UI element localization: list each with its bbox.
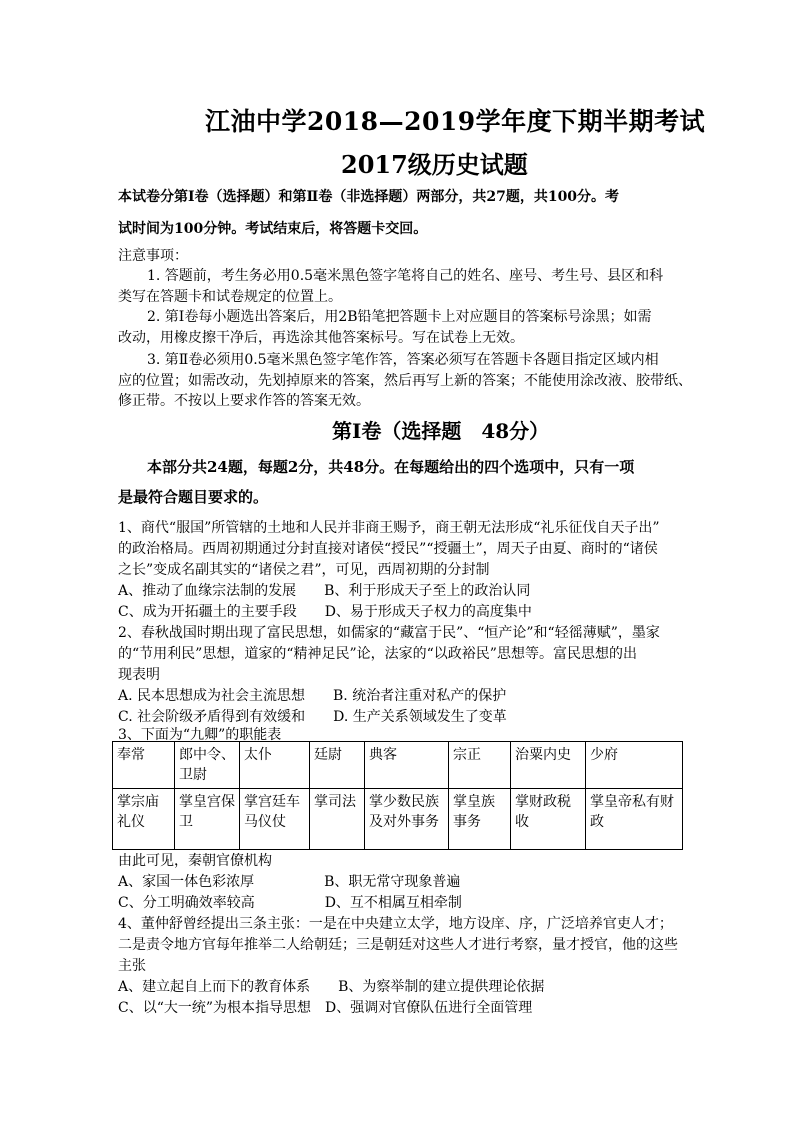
intro-line: 试时间为100分钟。考试结束后，将答题卡交回。 xyxy=(118,221,428,237)
table-header-cell: 宗正 xyxy=(449,742,511,789)
question-2-line: 的“节用利民”思想，道家的“精神足民”论，法家的“以政裕民”思想等。富民思想的出 xyxy=(118,646,637,662)
note-line: 应的位置；如需改动，先划掉原来的答案，然后再写上新的答案；不能使用涂改液、胶带纸、 xyxy=(118,373,692,389)
question-1-line: 的政治格局。西周初期通过分封直接对诸侯“授民”“授疆土”，周天子由夏、商时的“诸侯 xyxy=(118,541,658,557)
exam-title: 江油中学2018—2019学年度下期半期考试 xyxy=(205,107,706,136)
note-line: 改动，用橡皮擦干净后，再选涂其他答案标号。写在试卷上无效。 xyxy=(118,330,524,346)
note-line: 3. 第Ⅱ卷必须用0.5毫米黑色签字笔作答，答案必须写在答题卡各题目指定区域内相 xyxy=(147,352,659,368)
note-line: 类写在答题卡和试卷规定的位置上。 xyxy=(118,289,342,305)
question-2-option: A. 民本思想成为社会主流思想 B. 统治者注重对私产的保护 xyxy=(118,688,507,704)
table-cell: 掌财政税收 xyxy=(511,789,586,850)
table-cell: 掌皇帝私有财政 xyxy=(586,789,683,850)
nine-ministers-table xyxy=(112,741,683,850)
note-line: 1. 答题前，考生务必用0.5毫米黑色签字笔将自己的姓名、座号、考生号、县区和科 xyxy=(147,268,664,284)
section-desc: 是最符合题目要求的。 xyxy=(118,488,269,506)
table-header-cell: 典客 xyxy=(365,742,449,789)
note-line: 2. 第Ⅰ卷每小题选出答案后，用2B铅笔把答题卡上对应题目的答案标号涂黑；如需 xyxy=(147,309,652,325)
table-header-cell: 治粟内史 xyxy=(511,742,586,789)
question-4-line: 二是责令地方官每年推举二人给朝廷；三是朝廷对这些人才进行考察，量才授官，他的这些 xyxy=(118,937,678,953)
question-4-option: C、以“大一统”为根本指导思想 D、强调对官僚队伍进行全面管理 xyxy=(118,1000,533,1016)
question-3-stem: 3、下面为“九卿”的职能表 xyxy=(118,727,282,743)
section-title: 第Ⅰ卷（选择题 48分） xyxy=(332,419,550,443)
note-line: 修正带。不按以上要求作答的答案无效。 xyxy=(118,393,370,409)
question-3-option: C、分工明确效率较高 D、互不相属互相牵制 xyxy=(118,895,462,911)
exam-subtitle: 2017级历史试题 xyxy=(341,150,528,179)
table-cell: 掌宫廷车马仪仗 xyxy=(240,789,310,850)
table-header-cell: 郎中令、卫尉 xyxy=(175,742,240,789)
table-header-cell: 太仆 xyxy=(240,742,310,789)
question-4-line: 4、董仲舒曾经提出三条主张：一是在中央建立太学，地方设庠、序，广泛培养官吏人才； xyxy=(118,916,673,932)
table-cell: 掌司法 xyxy=(310,789,365,850)
table-row xyxy=(113,789,683,850)
question-1-line: 1、商代“服国”所管辖的土地和人民并非商王赐予，商王朝无法形成“礼乐征伐自天子出” xyxy=(118,520,660,536)
notes-heading: 注意事项： xyxy=(118,248,188,264)
question-3-option: A、家国一体色彩浓厚 B、职无常守现象普遍 xyxy=(118,874,461,890)
question-4-option: A、建立起自上而下的教育体系 B、为察举制的建立提供理论依据 xyxy=(118,979,545,995)
table-header-row xyxy=(113,742,683,789)
question-1-option: C、成为开拓疆土的主要手段 D、易于形成天子权力的高度集中 xyxy=(118,604,532,620)
section-desc: 本部分共24题，每题2分，共48分。在每题给出的四个选项中，只有一项 xyxy=(147,458,635,476)
table-cell: 掌皇宫保卫 xyxy=(175,789,240,850)
intro-line: 本试卷分第Ⅰ卷（选择题）和第Ⅱ卷（非选择题）两部分，共27题，共100分。考 xyxy=(118,189,620,205)
table-cell: 掌宗庙礼仪 xyxy=(113,789,175,850)
table-cell: 掌皇族事务 xyxy=(449,789,511,850)
question-4-line: 主张 xyxy=(118,958,146,974)
table-cell: 掌少数民族及对外事务 xyxy=(365,789,449,850)
question-1-line: 之长”变成名副其实的“诸侯之君”，可见，西周初期的分封制 xyxy=(118,562,490,578)
question-2-option: C. 社会阶级矛盾得到有效缓和 D. 生产关系领域发生了变革 xyxy=(118,709,507,725)
table-header-cell: 廷尉 xyxy=(310,742,365,789)
question-1-option: A、推动了血缘宗法制的发展 B、利于形成天子至上的政治认同 xyxy=(118,583,531,599)
table-header-cell: 少府 xyxy=(586,742,683,789)
question-2-line: 现表明 xyxy=(118,667,160,683)
question-2-line: 2、春秋战国时期出现了富民思想，如儒家的“藏富于民”、“恒产论”和“轻徭薄赋”，墨家 xyxy=(118,625,660,641)
question-3-follow: 由此可见，秦朝官僚机构 xyxy=(118,853,272,869)
table-header-cell: 奉常 xyxy=(113,742,175,789)
